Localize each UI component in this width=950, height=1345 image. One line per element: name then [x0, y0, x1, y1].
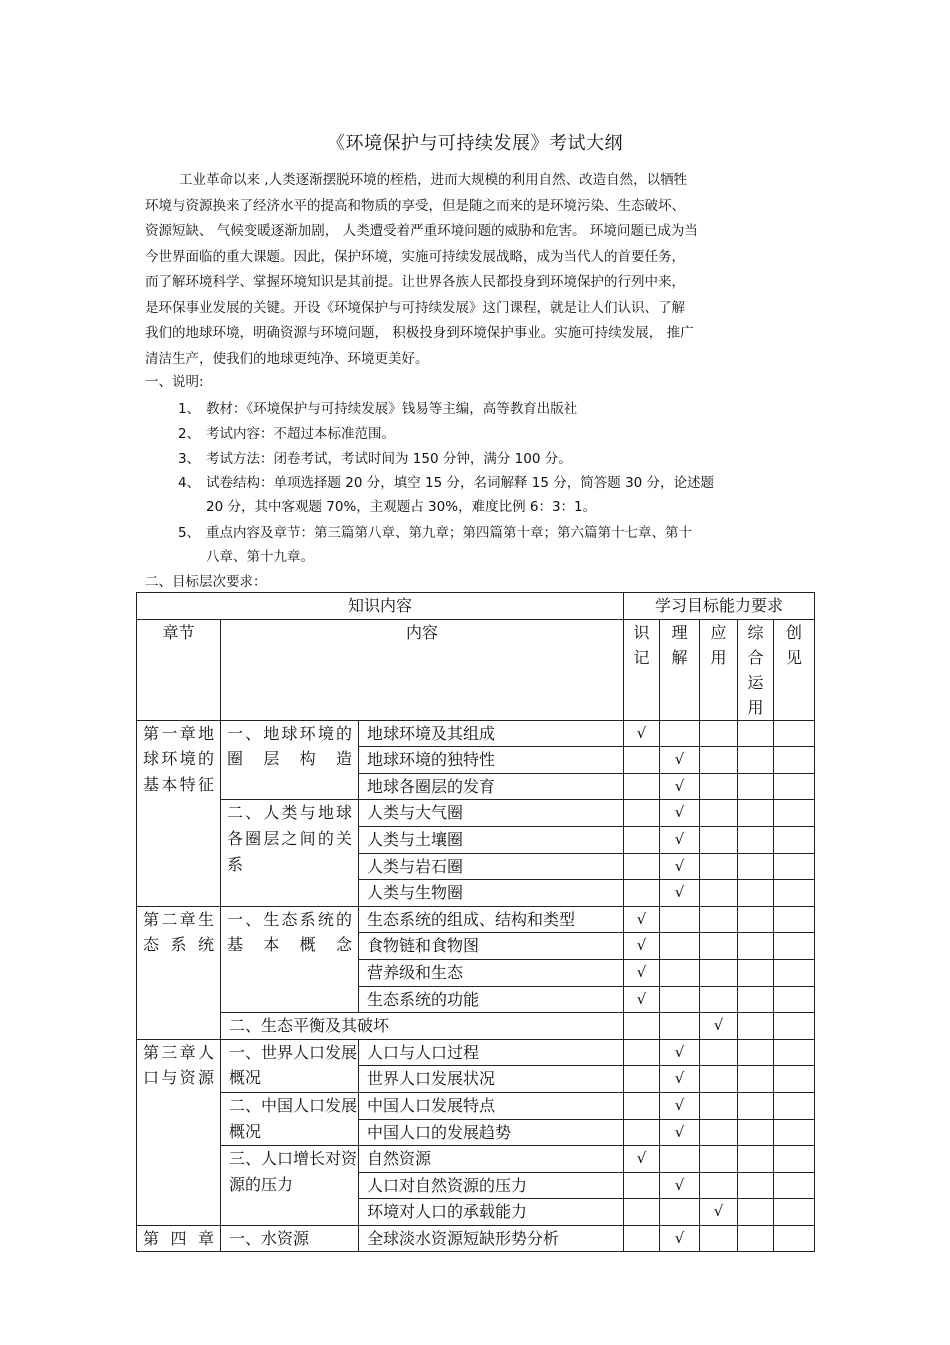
- intro-paragraph: [145, 168, 825, 372]
- check-mark: √: [660, 773, 700, 800]
- header-level-understand: 理解: [660, 619, 700, 720]
- document-title: 《环境保护与可持续发展》考试大纲: [327, 133, 623, 154]
- header-chapter: 章节: [137, 619, 221, 720]
- chapter-cell: 第三章人口与资源: [137, 1039, 221, 1225]
- list-item-text: 20 分，其中客观题 70%，主观题占 30%，难度比例 6：3：1。: [206, 499, 597, 515]
- check-mark: √: [660, 1039, 700, 1066]
- topic-cell: 地球各圈层的发育: [359, 773, 624, 800]
- group-cell: 一、地球环境的圈层构造: [221, 720, 359, 800]
- topic-cell: 环境对人口的承载能力: [359, 1199, 624, 1226]
- check-mark: √: [624, 959, 660, 986]
- topic-cell: 中国人口的发展趋势: [359, 1119, 624, 1146]
- topic-cell: 全球淡水资源短缺形势分析: [359, 1225, 624, 1252]
- group-cell: 二、中国人口发展概况: [221, 1092, 359, 1145]
- list-item-number: 3、: [178, 451, 201, 467]
- table-row: [137, 1225, 815, 1252]
- check-mark: √: [660, 1119, 700, 1146]
- list-item-text: 重点内容及章节：第三篇第八章、第九章；第四篇第十章；第六篇第十七章、第十: [206, 525, 692, 541]
- table-row: [137, 720, 815, 747]
- check-mark: √: [624, 933, 660, 960]
- header-knowledge: 知识内容: [137, 593, 624, 620]
- check-mark: √: [700, 1199, 738, 1226]
- group-cell: 三、人口增长对资源的压力: [221, 1146, 359, 1226]
- topic-cell: 人类与大气圈: [359, 800, 624, 827]
- check-mark: √: [660, 880, 700, 907]
- intro-line: 工业革命以来 ,人类逐渐摆脱环境的桎梏，进而大规模的利用自然、改造自然，以牺牲: [179, 172, 688, 188]
- list-item-text: 考试方法：闭卷考试，考试时间为 150 分钟，满分 100 分。: [206, 451, 572, 467]
- section-heading-levels: 二、目标层次要求：: [145, 574, 267, 590]
- topic-cell: 生态系统的功能: [359, 986, 624, 1013]
- table-row: [137, 1146, 815, 1173]
- group-cell: 二、人类与地球各圈层之间的关系: [221, 800, 359, 906]
- table-row: [137, 800, 815, 827]
- list-item-text: 考试内容：不超过本标准范围。: [206, 426, 395, 442]
- group-cell: 一、世界人口发展概况: [221, 1039, 359, 1092]
- intro-line: 而了解环境科学、掌握环境知识是其前提。让世界各族人民都投身到环境保护的行列中来，: [145, 274, 685, 290]
- intro-line: 今世界面临的重大课题。因此，保护环境，实施可持续发展战略，成为当代人的首要任务，: [145, 248, 685, 265]
- topic-cell: 地球环境及其组成: [359, 720, 624, 747]
- header-level-remember: 识记: [624, 619, 660, 720]
- header-content: 内容: [221, 619, 624, 720]
- topic-cell: 世界人口发展状况: [359, 1066, 624, 1093]
- topic-cell: 人类与生物圈: [359, 880, 624, 907]
- intro-line: 资源短缺、 气候变暖逐渐加剧， 人类遭受着严重环境问题的威胁和危害。 环境问题已成为当: [145, 223, 698, 239]
- check-mark: √: [624, 720, 660, 747]
- check-mark: √: [660, 1092, 700, 1119]
- table-row: [137, 1092, 815, 1119]
- list-item-text: 八章、第十九章。: [206, 549, 314, 565]
- check-mark: √: [660, 747, 700, 774]
- objectives-table: [136, 592, 815, 1252]
- section-heading-notes: 一、说明:: [145, 374, 204, 390]
- check-mark: √: [660, 1066, 700, 1093]
- group-cell: 一、水资源: [221, 1225, 359, 1252]
- intro-line: 是环保事业发展的关键。开设《环境保护与可持续发展》这门课程，就是让人们认识、了解: [145, 299, 685, 316]
- table-row: [137, 1013, 815, 1040]
- header-level-apply: 应用: [700, 619, 738, 720]
- check-mark: √: [624, 986, 660, 1013]
- chapter-cell: 第二章生态系统: [137, 906, 221, 1039]
- check-mark: √: [660, 1172, 700, 1199]
- check-mark: √: [660, 826, 700, 853]
- check-mark: √: [624, 906, 660, 933]
- topic-cell: 人口对自然资源的压力: [359, 1172, 624, 1199]
- list-item-number: 4、: [178, 475, 201, 491]
- check-mark: √: [660, 800, 700, 827]
- list-item-number: 5、: [178, 525, 201, 541]
- list-item-number: 1、: [178, 401, 201, 417]
- topic-cell: 生态系统的组成、结构和类型: [359, 906, 624, 933]
- chapter-cell: 第四章: [137, 1225, 221, 1252]
- topic-cell: 人类与岩石圈: [359, 853, 624, 880]
- topic-cell: 中国人口发展特点: [359, 1092, 624, 1119]
- header-row: [137, 593, 815, 620]
- table-row: [137, 906, 815, 933]
- intro-line: 我们的地球环境，明确资源与环境问题， 积极投身到环境保护事业。实施可持续发展， 推广: [145, 325, 694, 341]
- topic-cell: 地球环境的独特性: [359, 747, 624, 774]
- check-mark: √: [660, 853, 700, 880]
- subheader-row: [137, 619, 815, 720]
- topic-cell: 人口与人口过程: [359, 1039, 624, 1066]
- topic-cell: 自然资源: [359, 1146, 624, 1173]
- chapter-cell: 第一章地球环境的基本特征: [137, 720, 221, 906]
- header-level-create: 创见: [774, 619, 815, 720]
- intro-line: 清洁生产，使我们的地球更纯净、环境更美好。: [145, 350, 429, 367]
- list-item-number: 2、: [178, 426, 201, 442]
- topic-cell: 食物链和食物图: [359, 933, 624, 960]
- check-mark: √: [660, 1225, 700, 1252]
- check-mark: √: [624, 1146, 660, 1173]
- table-row: [137, 1039, 815, 1066]
- group-cell: 二、生态平衡及其破坏: [221, 1013, 624, 1040]
- topic-cell: 人类与土壤圈: [359, 826, 624, 853]
- header-level-synthesize: 综合运用: [738, 619, 774, 720]
- list-item-text: 试卷结构：单项选择题 20 分，填空 15 分，名词解释 15 分，简答题 30 分，论述题: [206, 475, 715, 491]
- group-cell: 一、生态系统的基本概念: [221, 906, 359, 1012]
- header-ability: 学习目标能力要求: [624, 593, 815, 620]
- intro-line: 环境与资源换来了经济水平的提高和物质的享受，但是随之而来的是环境污染、生态破坏、: [145, 197, 685, 214]
- check-mark: √: [700, 1013, 738, 1040]
- topic-cell: 营养级和生态: [359, 959, 624, 986]
- list-item-text: 教材：《环境保护与可持续发展》钱易等主编，高等教育出版社: [206, 401, 578, 417]
